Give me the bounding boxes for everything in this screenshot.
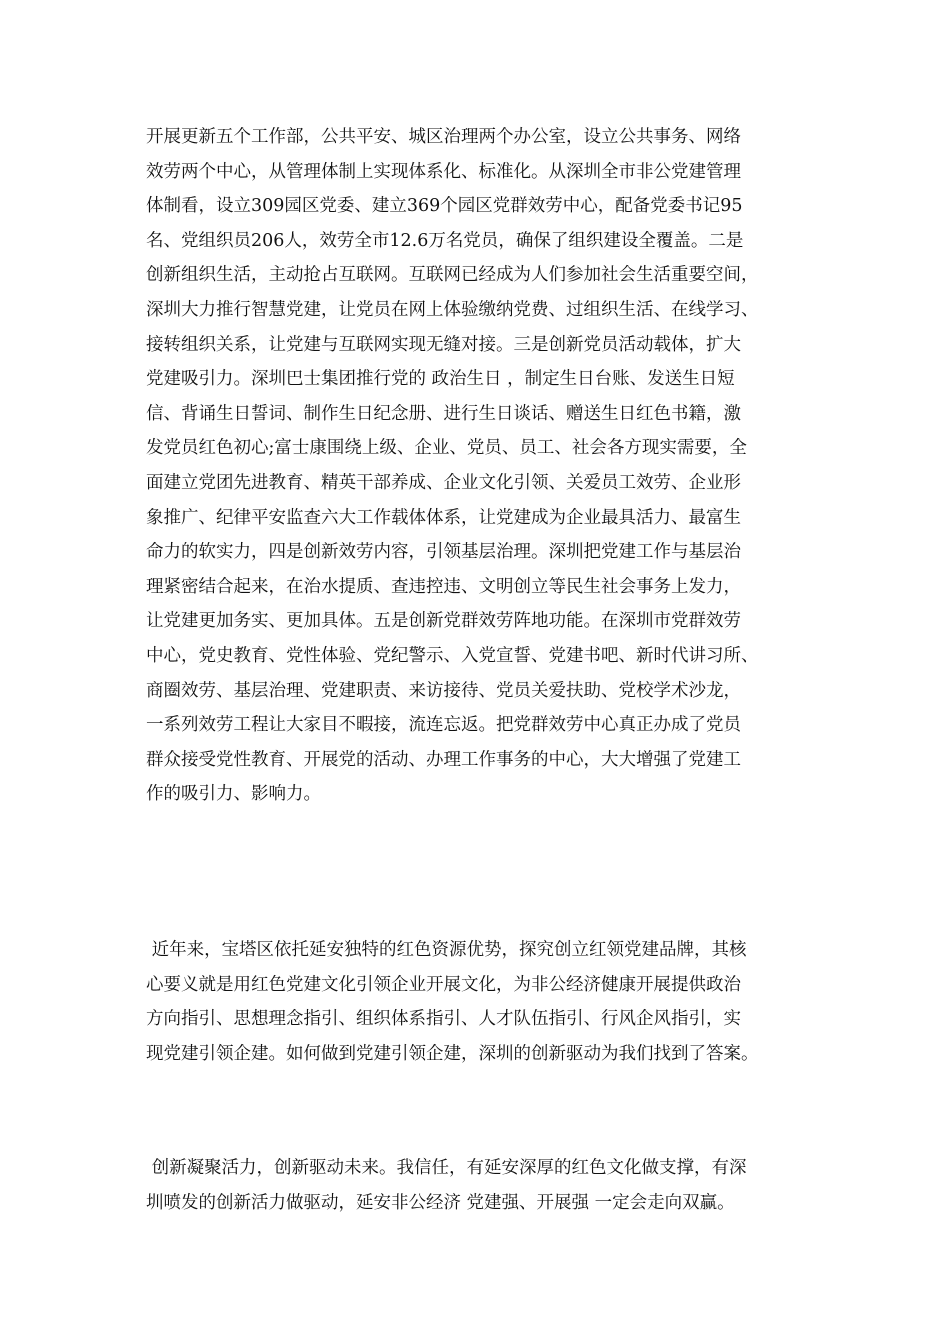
text-line: 党建吸引力。深圳巴士集团推行党的 政治生日 ，制定生日台账、发送生日短 [146,369,735,390]
paragraph-3 [146,1151,816,1220]
paragraph-2 [146,933,816,1071]
text-line: 效劳两个中心，从管理体制上实现体系化、标准化。从深圳全市非公党建管理 [146,161,741,182]
text-line: 中心，党史教育、党性体验、党纪警示、入党宣誓、党建书吧、新时代讲习所、 [146,645,759,666]
text-line: 创新组织生活，主动抢占互联网。互联网已经成为人们参加社会生活重要空间， [146,265,759,286]
text-line: 面建立党团先进教育、精英干部养成、企业文化引领、关爱员工效劳、企业形 [146,472,741,493]
text-line: 名、党组织员206人，效劳全市12.6万名党员，确保了组织建设全覆盖。二是 [146,230,744,251]
text-line: 近年来，宝塔区依托延安独特的红色资源优势，探究创立红领党建品牌，其核 [146,940,747,960]
text-line: 理紧密结合起来，在治水提质、查违控违、文明创立等民生社会事务上发力， [146,576,741,597]
paragraph-1 [146,120,816,812]
text-line: 方向指引、思想理念指引、组织体系指引、人才队伍指引、行风企风指引，实 [146,1009,741,1030]
text-line: 开展更新五个工作部，公共平安、城区治理两个办公室，设立公共事务、网络 [146,127,741,147]
text-line: 现党建引领企建。如何做到党建引领企建，深圳的创新驱动为我们找到了答案。 [146,1043,759,1064]
text-line: 群众接受党性教育、开展党的活动、办理工作事务的中心，大大增强了党建工 [146,749,741,770]
text-line: 商圈效劳、基层治理、党建职责、来访接待、党员关爱扶助、党校学术沙龙， [146,680,741,701]
text-line: 接转组织关系，让党建与互联网实现无缝对接。三是创新党员活动载体，扩大 [146,334,741,355]
text-line: 创新凝聚活力，创新驱动未来。我信任，有延安深厚的红色文化做支撑，有深 [146,1158,747,1178]
text-line: 命力的软实力，四是创新效劳内容，引领基层治理。深圳把党建工作与基层治 [146,542,741,563]
text-line: 让党建更加务实、更加具体。五是创新党群效劳阵地功能。在深圳市党群效劳 [146,611,741,632]
text-line: 信、背诵生日誓词、制作生日纪念册、进行生日谈话、赠送生日红色书籍，激 [146,403,741,424]
text-line: 发党员红色初心;富士康围绕上级、企业、党员、员工、社会各方现实需要，全 [146,438,747,459]
text-line: 圳喷发的创新活力做驱动，延安非公经济 党建强、开展强 一定会走向双赢。 [146,1192,735,1213]
text-line: 作的吸引力、影响力。 [146,784,321,805]
text-line: 体制看，设立309园区党委、建立369个园区党群效劳中心，配备党委书记95 [146,196,743,217]
text-line: 一系列效劳工程让大家目不暇接，流连忘返。把党群效劳中心真正办成了党员 [146,715,741,736]
text-line: 象推广、纪律平安监查六大工作载体体系，让党建成为企业最具活力、最富生 [146,507,741,528]
text-line: 心要义就是用红色党建文化引领企业开展文化，为非公经济健康开展提供政治 [146,974,741,995]
text-line: 深圳大力推行智慧党建，让党员在网上体验缴纳党费、过组织生活、在线学习、 [146,299,759,320]
